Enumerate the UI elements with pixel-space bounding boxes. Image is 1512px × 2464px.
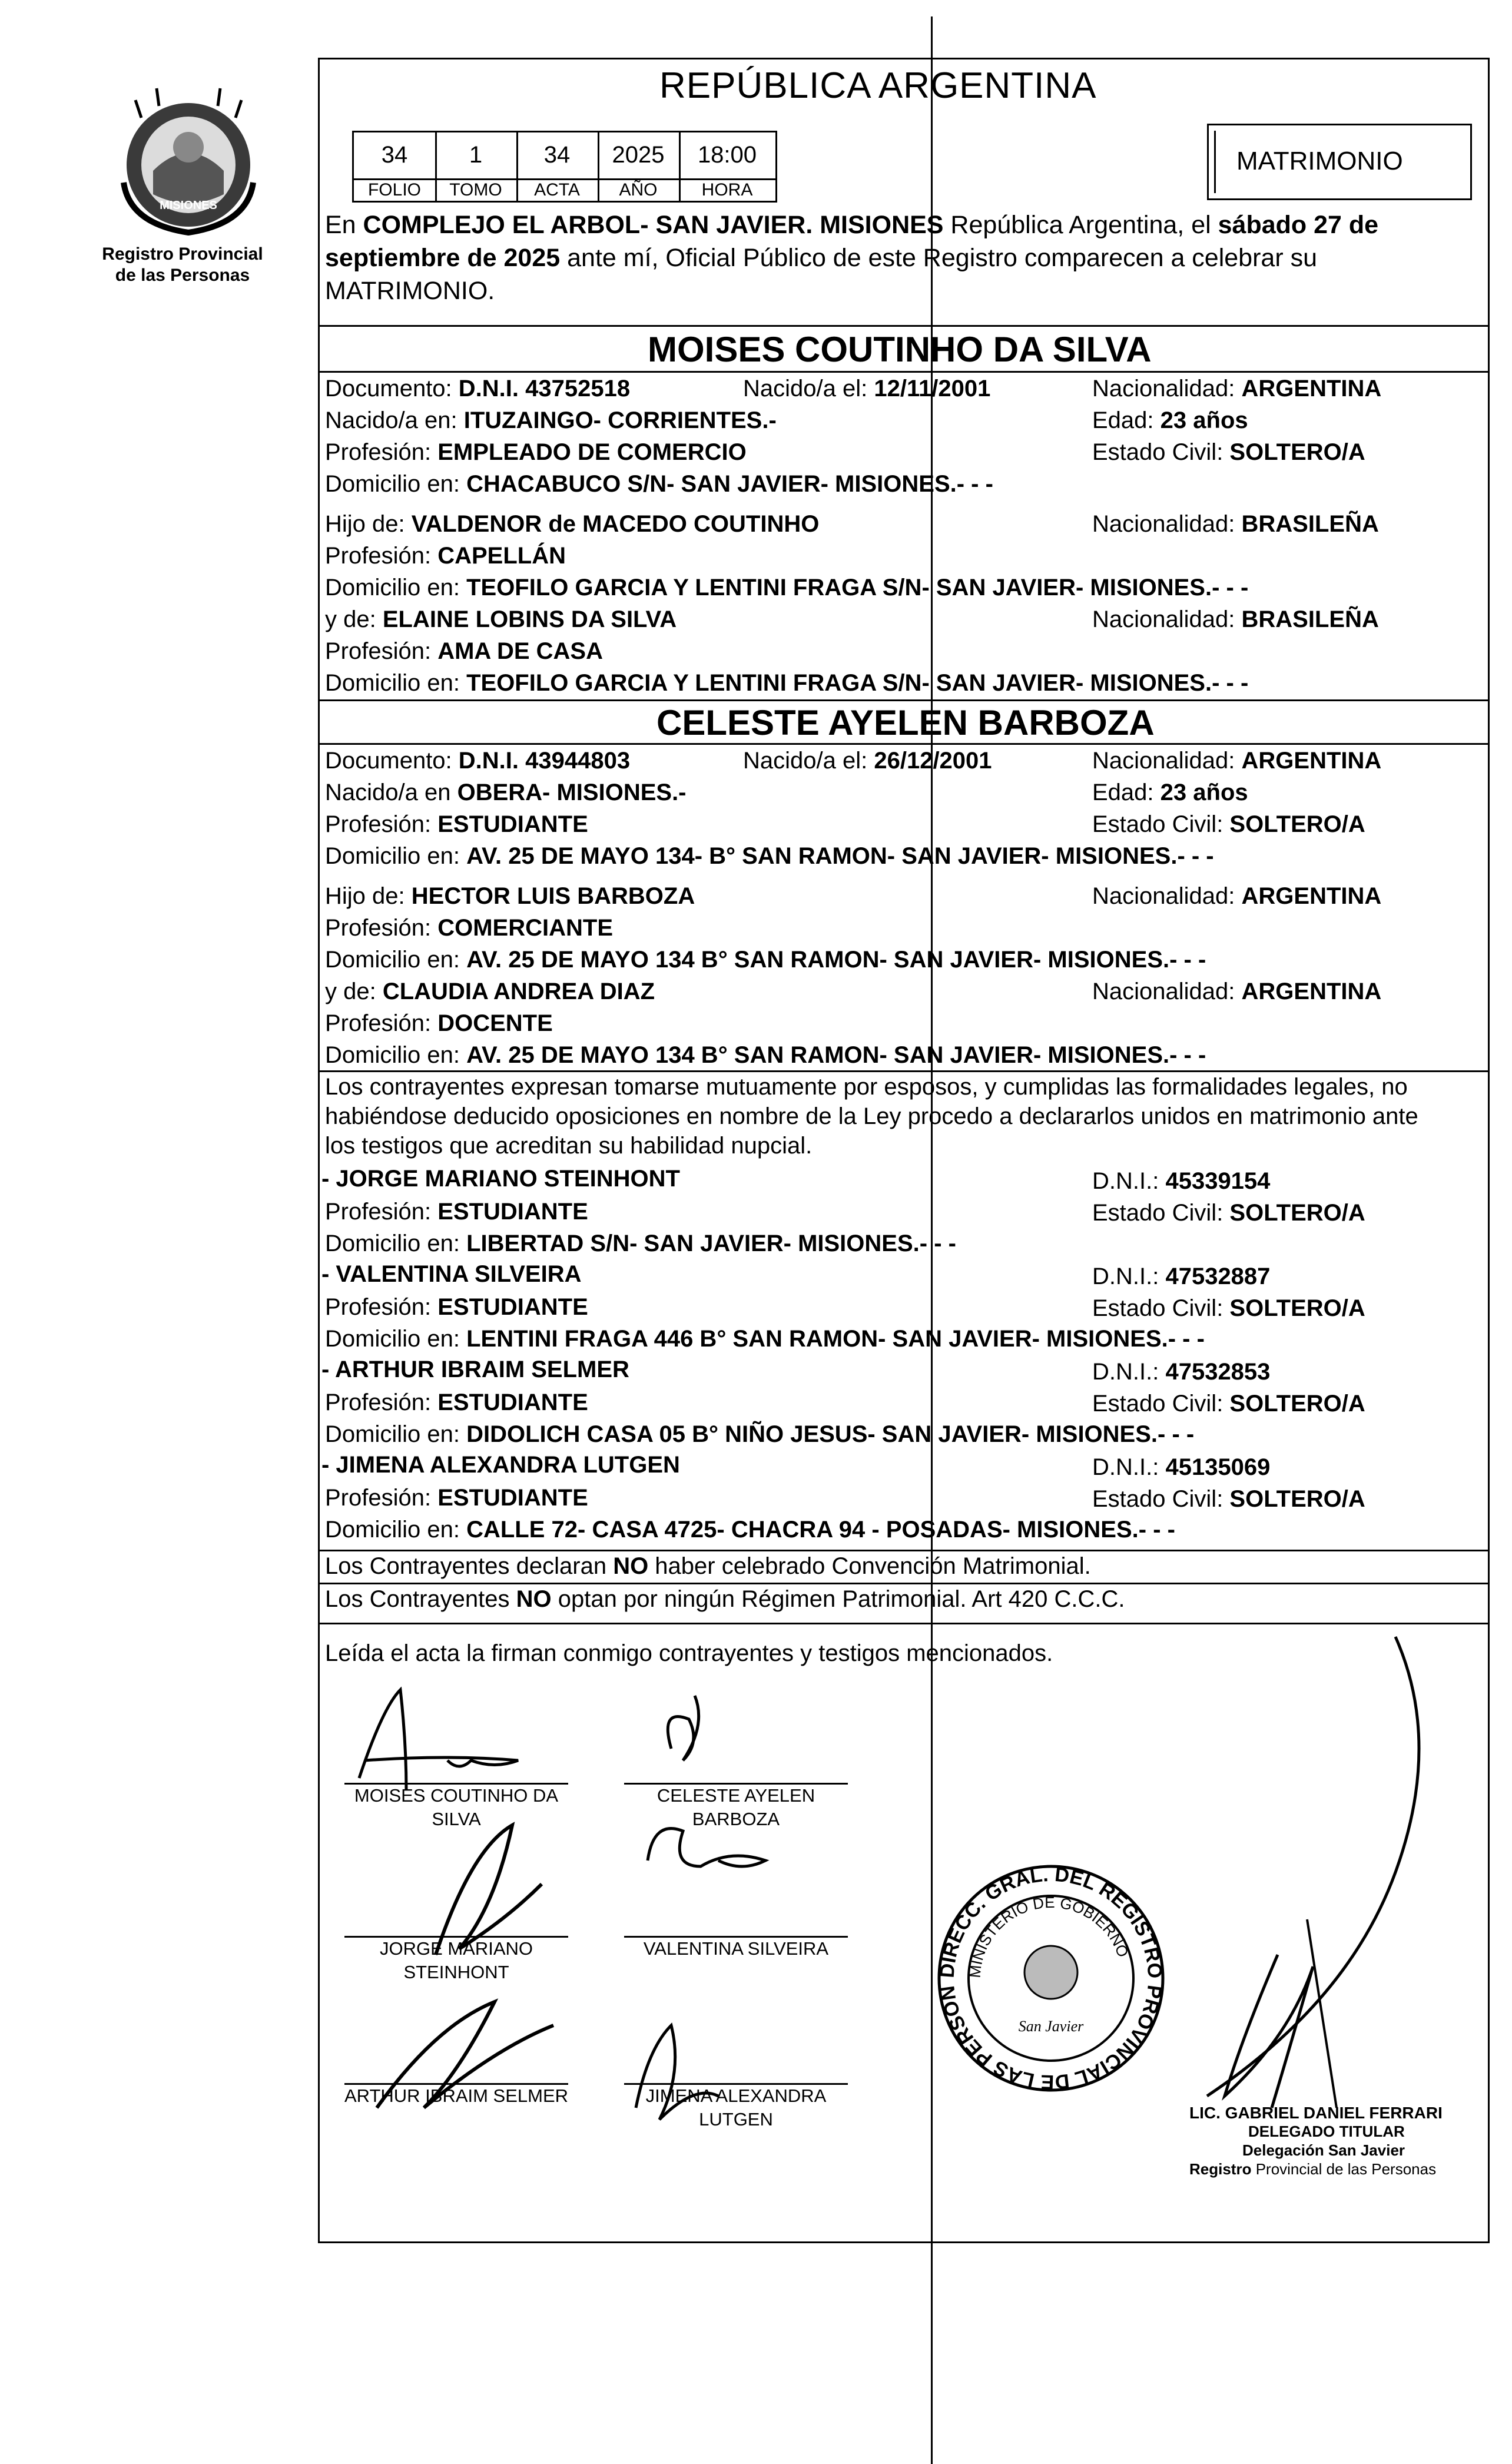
c2-father-nationality: Nacionalidad: ARGENTINA	[1092, 883, 1382, 909]
ano-value: 2025	[612, 142, 665, 168]
sig-jorge-line1: JORGE MARIANO	[379, 1938, 533, 1959]
seal-outer-text: DIRECC. GRAL. DEL REGISTRO PROVINCIAL DE LAS PERSON	[936, 1863, 1166, 2094]
divider-closing	[318, 1623, 1490, 1624]
ano-label: AÑO	[619, 180, 658, 200]
c2-mother: y de: CLAUDIA ANDREA DIAZ	[325, 979, 655, 1004]
declaration-line-2: habiéndose deducido oposiciones en nombre de la Ley procedo a declararlos unidos en matrimonio ante	[325, 1103, 1418, 1129]
witness-3-profession: Profesión: ESTUDIANTE	[325, 1389, 588, 1415]
witness-1-address: Domicilio en: LIBERTAD S/N- SAN JAVIER- MISIONES.- - -	[325, 1231, 956, 1256]
officer-title: DELEGADO TITULAR	[1248, 2123, 1405, 2140]
witness-4-dni: D.N.I.: 45135069	[1092, 1454, 1271, 1480]
contrayente1-name: MOISES COUTINHO DA SILVA	[648, 330, 1152, 369]
sig-arthur: ARTHUR IBRAIM SELMER	[344, 2085, 569, 2106]
c1-birthplace: Nacido/a en: ITUZAINGO- CORRIENTES.-	[325, 407, 777, 433]
witness-1-dni: D.N.I.: 45339154	[1092, 1168, 1271, 1194]
logo-caption-line2: de las Personas	[115, 266, 250, 285]
officer-name: LIC. GABRIEL DANIEL FERRARI	[1189, 2104, 1443, 2122]
sig-jimena-line1: JIMENA ALEXANDRA	[645, 2085, 827, 2106]
witness-1-profession: Profesión: ESTUDIANTE	[325, 1199, 588, 1225]
intro-line-1: En COMPLEJO EL ARBOL- SAN JAVIER. MISIONES República Argentina, el sábado 27 de	[325, 211, 1379, 239]
c2-mother-profession: Profesión: DOCENTE	[325, 1010, 553, 1036]
ceremony-place: COMPLEJO EL ARBOL- SAN JAVIER. MISIONES	[363, 211, 944, 239]
sig-jorge-line2: STEINHONT	[403, 1962, 509, 1982]
c2-birthplace: Nacido/a en OBERA- MISIONES.-	[325, 780, 687, 805]
c1-profession: Profesión: EMPLEADO DE COMERCIO	[325, 439, 747, 465]
divider-regime-2	[318, 1583, 1490, 1584]
c1-mother-nationality: Nacionalidad: BRASILEÑA	[1092, 606, 1379, 632]
witness-4-name: - JIMENA ALEXANDRA LUTGEN	[321, 1452, 680, 1478]
ceremony-date-b: septiembre de 2025	[325, 244, 561, 272]
tomo-label: TOMO	[449, 180, 502, 200]
c1-civil-status: Estado Civil: SOLTERO/A	[1092, 439, 1365, 465]
witness-3-name: - ARTHUR IBRAIM SELMER	[321, 1357, 629, 1382]
divider-regime	[318, 1550, 1490, 1551]
c1-mother: y de: ELAINE LOBINS DA SILVA	[325, 606, 677, 632]
c2-nationality: Nacionalidad: ARGENTINA	[1092, 748, 1382, 774]
acta-label: ACTA	[534, 180, 580, 200]
seal-inner-text: MINISTERIO DE GOBIERNO	[966, 1893, 1132, 1979]
officer-signature	[1172, 1625, 1478, 2131]
c1-birthdate: Nacido/a el: 12/11/2001	[743, 376, 991, 402]
c2-father-profession: Profesión: COMERCIANTE	[325, 915, 613, 941]
c2-mother-address: Domicilio en: AV. 25 DE MAYO 134 B° SAN RAMON- SAN JAVIER- MISIONES.- - -	[325, 1042, 1206, 1068]
divider-declaration	[318, 1070, 1490, 1072]
regime-line-1: Los Contrayentes declaran NO haber celebrado Convención Matrimonial.	[325, 1553, 1091, 1579]
witness-3-civil: Estado Civil: SOLTERO/A	[1092, 1391, 1365, 1417]
regime-line-2: Los Contrayentes NO optan por ningún Régimen Patrimonial. Art 420 C.C.C.	[325, 1586, 1125, 1612]
c2-age: Edad: 23 años	[1092, 780, 1248, 805]
intro-line-2: septiembre de 2025 ante mí, Oficial Público de este Registro comparecen a celebrar su	[325, 244, 1318, 272]
c2-birthdate: Nacido/a el: 26/12/2001	[743, 748, 992, 774]
c1-age: Edad: 23 años	[1092, 407, 1248, 433]
c1-father-nationality: Nacionalidad: BRASILEÑA	[1092, 511, 1379, 537]
c1-mother-address: Domicilio en: TEOFILO GARCIA Y LENTINI FRAGA S/N- SAN JAVIER- MISIONES.- - -	[325, 670, 1249, 696]
doc-type-label: MATRIMONIO	[1236, 147, 1403, 175]
sig-jimena-line2: LUTGEN	[699, 2109, 773, 2130]
c2-mother-nationality: Nacionalidad: ARGENTINA	[1092, 979, 1382, 1004]
c1-father-profession: Profesión: CAPELLÁN	[325, 543, 566, 569]
folio-label: FOLIO	[367, 180, 421, 200]
c1-father: Hijo de: VALDENOR de MACEDO COUTINHO	[325, 511, 820, 537]
hora-label: HORA	[701, 180, 753, 200]
witness-2-civil: Estado Civil: SOLTERO/A	[1092, 1295, 1365, 1321]
witness-4-profession: Profesión: ESTUDIANTE	[325, 1485, 588, 1511]
c1-address: Domicilio en: CHACABUCO S/N- SAN JAVIER- MISIONES.- - -	[325, 471, 993, 497]
witness-2-name: - VALENTINA SILVEIRA	[321, 1261, 582, 1287]
intro-line-3: MATRIMONIO.	[325, 277, 495, 305]
emblem-ribbon-text: MISIONES	[160, 199, 217, 212]
misiones-emblem-icon	[88, 82, 289, 241]
c2-civil-status: Estado Civil: SOLTERO/A	[1092, 811, 1365, 837]
official-seal	[933, 1861, 1169, 2096]
logo-caption-line1: Registro Provincial	[102, 244, 263, 264]
declaration-line-3: los testigos que acreditan su habilidad nupcial.	[325, 1133, 813, 1159]
tomo-value: 1	[469, 142, 483, 168]
c1-father-address: Domicilio en: TEOFILO GARCIA Y LENTINI FRAGA S/N- SAN JAVIER- MISIONES.- - -	[325, 575, 1249, 601]
c2-father: Hijo de: HECTOR LUIS BARBOZA	[325, 883, 695, 909]
witness-3-dni: D.N.I.: 47532853	[1092, 1359, 1271, 1385]
acta-value: 34	[543, 142, 571, 168]
ceremony-date-a: sábado 27 de	[1218, 211, 1379, 239]
c2-address: Domicilio en: AV. 25 DE MAYO 134- B° SAN RAMON- SAN JAVIER- MISIONES.- - -	[325, 843, 1214, 869]
witness-2-address: Domicilio en: LENTINI FRAGA 446 B° SAN RAMON- SAN JAVIER- MISIONES.- - -	[325, 1326, 1205, 1352]
sig-celeste-line1: CELESTE AYELEN	[656, 1785, 815, 1806]
closing-statement: Leída el acta la firman conmigo contrayentes y testigos mencionados.	[325, 1640, 1053, 1666]
declaration-line-1: Los contrayentes expresan tomarse mutuamente por esposos, y cumplidas las formalidades legales, no	[325, 1074, 1408, 1100]
hora-value: 18:00	[697, 142, 757, 168]
witness-2-dni: D.N.I.: 47532887	[1092, 1263, 1271, 1289]
seal-icon	[933, 1861, 1169, 2096]
c2-document: Documento: D.N.I. 43944803	[325, 748, 631, 774]
witness-3-address: Domicilio en: DIDOLICH CASA 05 B° NIÑO JESUS- SAN JAVIER- MISIONES.- - -	[325, 1421, 1195, 1447]
sig-valentina: VALENTINA SILVEIRA	[643, 1938, 829, 1959]
province-logo	[88, 82, 289, 241]
witness-1-name: - JORGE MARIANO STEINHONT	[321, 1166, 680, 1192]
c1-nationality: Nacionalidad: ARGENTINA	[1092, 376, 1382, 402]
divider-c1-name	[318, 371, 1490, 373]
sig-moises-line1: MOISES COUTINHO DA	[354, 1785, 559, 1806]
seal-center-text: San Javier	[1018, 2018, 1084, 2035]
witness-4-civil: Estado Civil: SOLTERO/A	[1092, 1486, 1365, 1512]
c1-mother-profession: Profesión: AMA DE CASA	[325, 638, 603, 664]
divider-c2-top	[318, 699, 1490, 701]
c2-father-address: Domicilio en: AV. 25 DE MAYO 134 B° SAN RAMON- SAN JAVIER- MISIONES.- - -	[325, 947, 1206, 973]
folio-value: 34	[381, 142, 408, 168]
country-title: REPÚBLICA ARGENTINA	[659, 65, 1097, 106]
c1-document: Documento: D.N.I. 43752518	[325, 376, 631, 402]
witness-1-civil: Estado Civil: SOLTERO/A	[1092, 1200, 1365, 1226]
divider-c1-top	[318, 325, 1490, 327]
sig-moises-line2: SILVA	[432, 1809, 481, 1829]
witness-4-address: Domicilio en: CALLE 72- CASA 4725- CHACRA 94 - POSADAS- MISIONES.- - -	[325, 1517, 1175, 1543]
officer-office: Delegación San Javier	[1242, 2141, 1405, 2159]
sig-celeste-line2: BARBOZA	[692, 1809, 780, 1829]
act-number-table	[352, 131, 777, 203]
witness-2-profession: Profesión: ESTUDIANTE	[325, 1294, 588, 1320]
officer-registry: Registro Provincial de las Personas	[1189, 2160, 1437, 2178]
contrayente2-name: CELESTE AYELEN BARBOZA	[656, 703, 1155, 742]
c2-profession: Profesión: ESTUDIANTE	[325, 811, 588, 837]
